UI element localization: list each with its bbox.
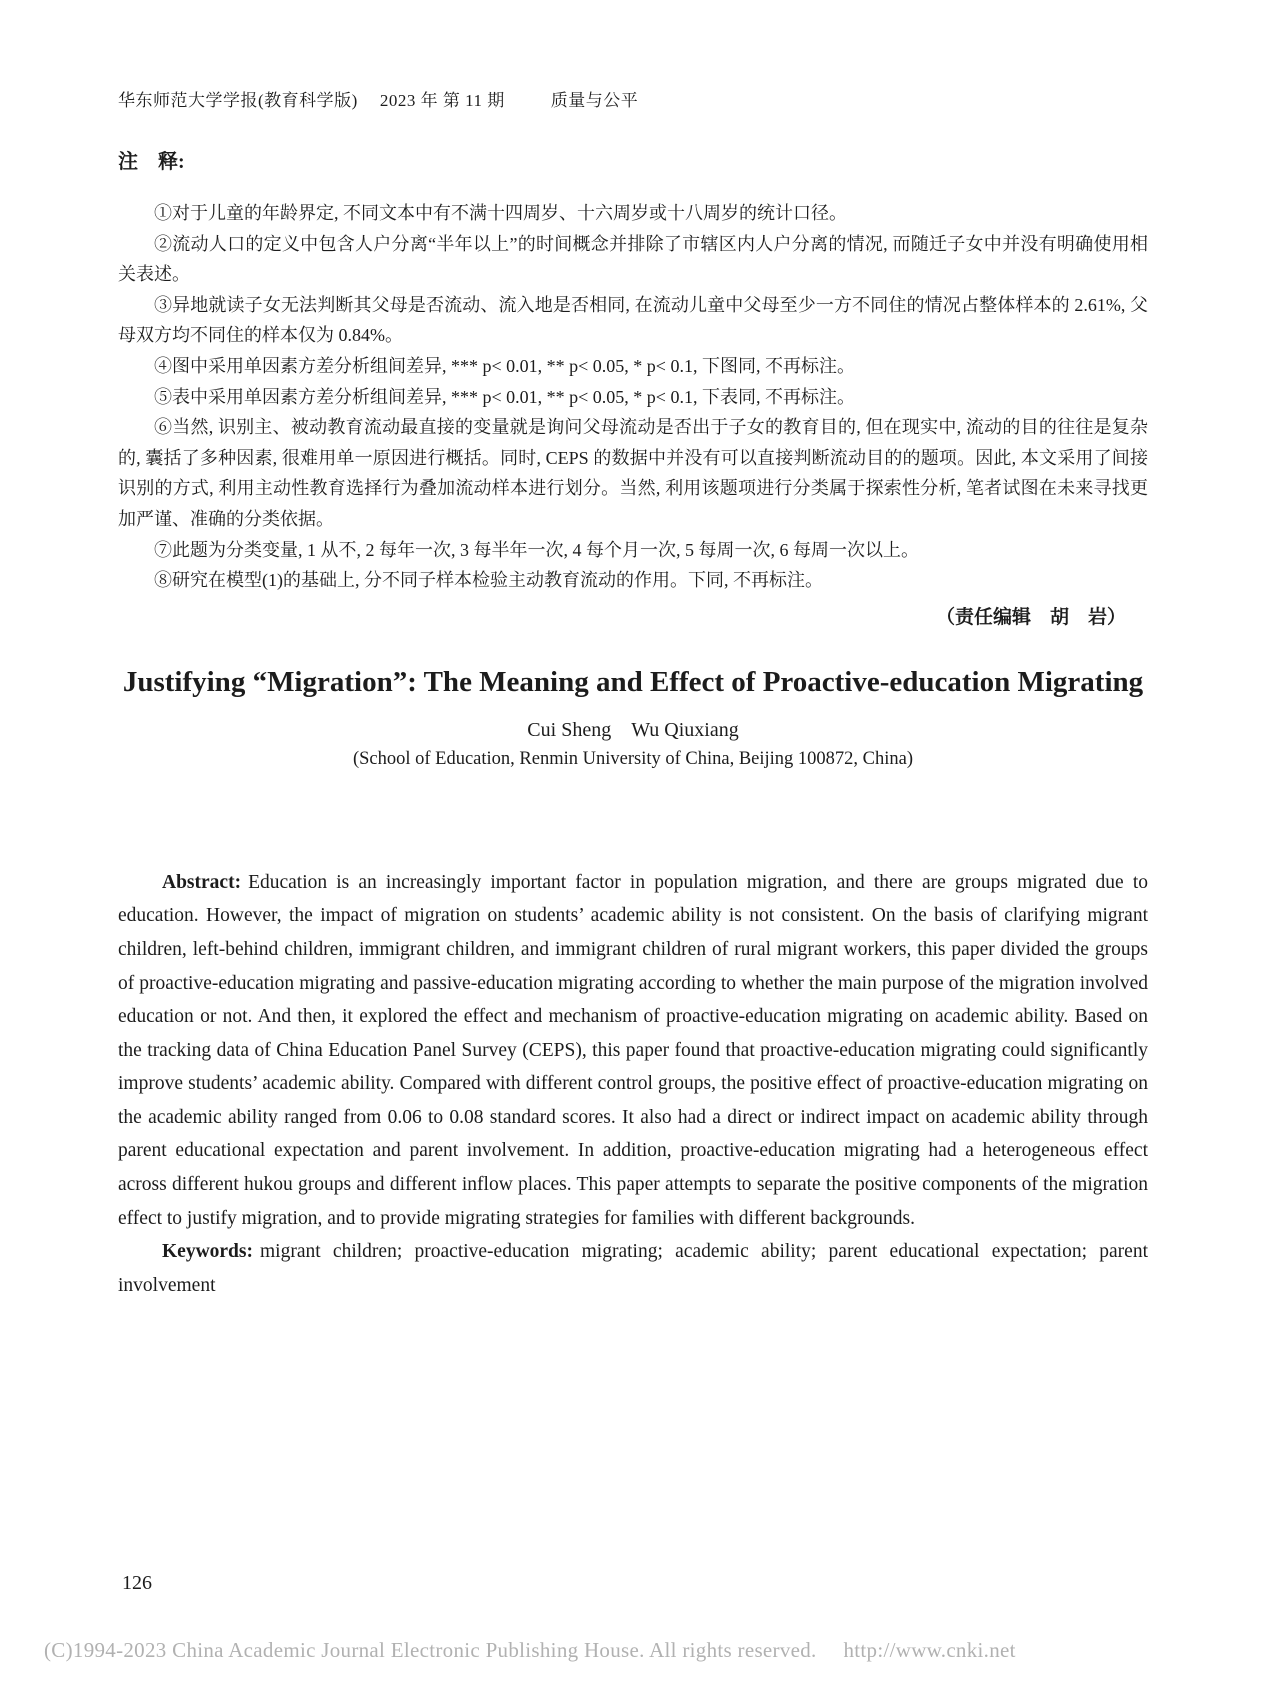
notes-list [118,198,1148,596]
note-item-5: ⑤表中采用单因素方差分析组间差异, *** p< 0.01, ** p< 0.05, * p< 0.1, 下表同, 不再标注。 [154,386,855,407]
journal-column: 质量与公平 [550,91,639,110]
copyright-footer: (C)1994-2023 China Academic Journal Electronic Publishing House. All rights reserved. http://www.cnki.net [44,1638,1016,1662]
english-title: Justifying “Migration”: The Meaning and Effect of Proactive-education Migrating [122,665,1144,698]
keywords-paragraph [118,1235,1148,1302]
english-affiliation: (School of Education, Renmin University of China, Beijing 100872, China) [352,748,914,769]
journal-title: 华东师范大学学报(教育科学版) [118,91,358,110]
note-item-1: ①对于儿童的年龄界定, 不同文本中有不满十四周岁、十六周岁或十八周岁的统计口径。 [154,203,847,223]
note-item-8: ⑧研究在模型(1)的基础上, 分不同子样本检验主动教育流动的作用。下同, 不再标注。 [154,570,823,591]
note-item-2: ②流动人口的定义中包含人户分离“半年以上”的时间概念并排除了市辖区内人户分离的情况, 而随迁子女中并没有明确使用相关表述。 [118,233,1148,285]
page-number: 126 [122,1572,152,1594]
journal-header [118,0,1148,111]
note-item-4: ④图中采用单因素方差分析组间差异, *** p< 0.01, ** p< 0.05, * p< 0.1, 下图同, 不再标注。 [154,355,855,376]
abstract-label: Abstract: [162,871,242,893]
keywords-text: migrant children; proactive-education migrating; academic ability; parent educational expectation; parent involvement [118,1241,1148,1296]
journal-issue: 2023 年 第 11 期 [379,91,505,110]
keywords-label: Keywords: [162,1241,253,1263]
notes-heading: 注 释: [118,151,185,173]
english-authors: Cui Sheng Wu Qiuxiang [527,718,739,741]
editor-credit: （责任编辑 胡 岩） [935,606,1126,628]
note-item-3: ③异地就读子女无法判断其父母是否流动、流入地是否相同, 在流动儿童中父母至少一方不同住的情况占整体样本的 2.61%, 父母双方均不同住的样本仅为 0.84%。 [118,294,1148,346]
abstract-paragraph [118,866,1148,1236]
note-item-7: ⑦此题为分类变量, 1 从不, 2 每年一次, 3 每半年一次, 4 每个月一次, 5 每周一次, 6 每周一次以上。 [154,539,919,560]
abstract-text: Education is an increasingly important factor in population migration, and there are groups migrated due to education. However, the impact of migration on students’ academic ability is not consistent. On the basis of clarifying migrant children, left-behind children, immigrant children, and immigrant children of rural migrant workers, this paper divided the groups of proactive-education migrating and passive-education migrating according to whether the main purpose of the migration involved education or not. And then, it explored the effect and mechanism of proactive-education migrating on academic ability. Based on the tracking data of China Education Panel Survey (CEPS), this paper found that proactive-education migrating could significantly improve students’ academic ability. Compared with different control groups, the positive effect of proactive-education migrating on the academic ability ranged from 0.06 to 0.08 standard scores. It also had a direct or indirect impact on academic ability through parent educational expectation and parent involvement. In addition, proactive-education migrating had a heterogeneous effect across different hukou groups and different inflow places. This paper attempts to separate the positive components of the migration effect to justify migration, and to provide migrating strategies for families with different backgrounds. [118,871,1148,1229]
note-item-6: ⑥当然, 识别主、被动教育流动最直接的变量就是询问父母流动是否出于子女的教育目的, 但在现实中, 流动的目的往往是复杂的, 囊括了多种因素, 很难用单一原因进行概括。同时, CEPS 的数据中并没有可以直接判断流动目的的题项。因此, 本文采用了间接识别的方式, 利用主动性教育选择行为叠加流动样本进行划分。当然, 利用该题项进行分类属于探索性分析, 笔者试图在未来寻找更加严谨、准确的分类依据。 [118,417,1148,529]
abstract-block [118,866,1148,1303]
